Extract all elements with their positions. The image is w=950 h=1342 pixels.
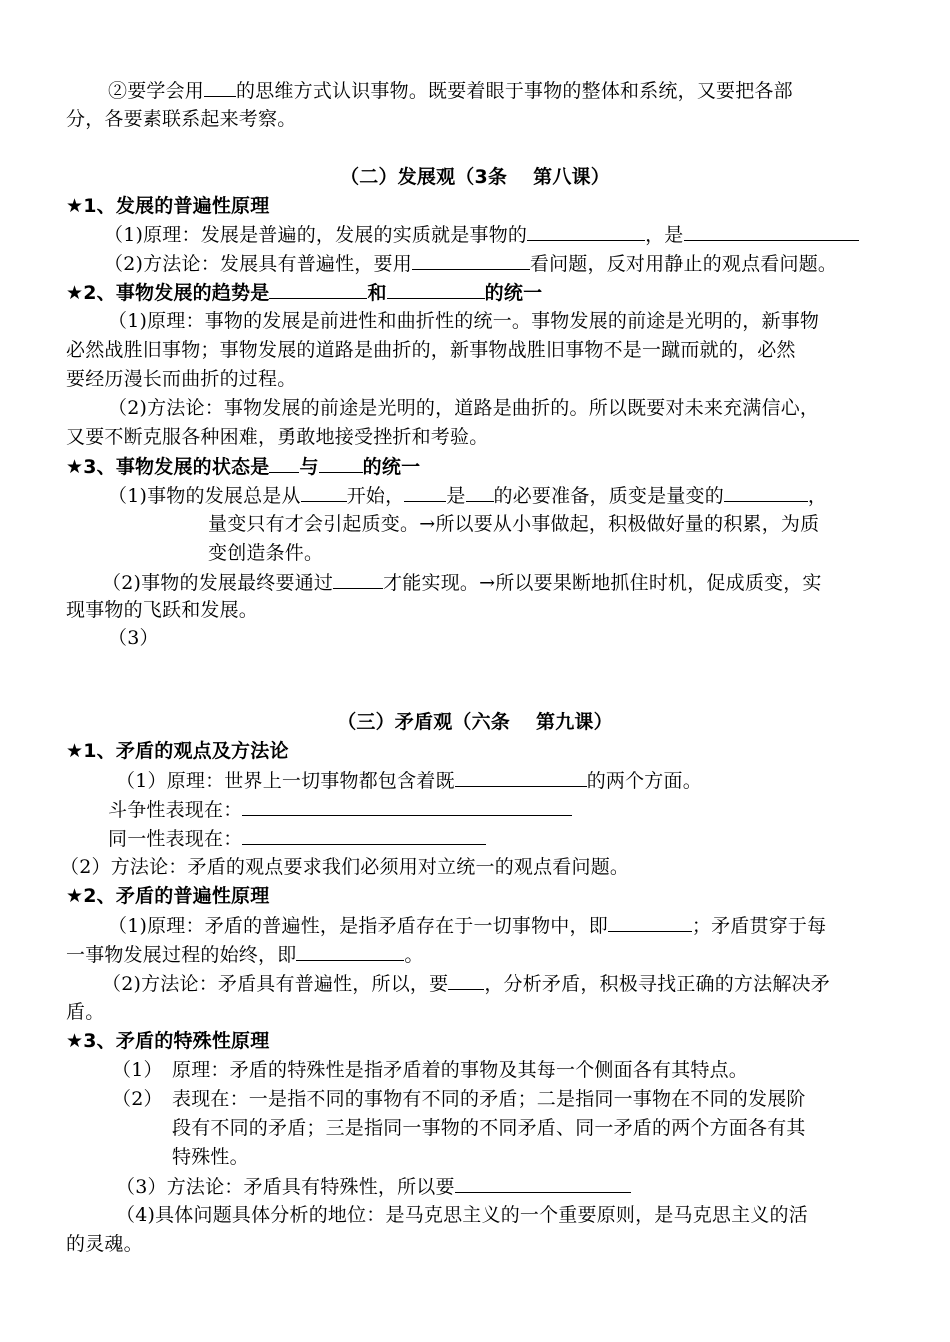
paragraph: 必然战胜旧事物；事物发展的道路是曲折的，新事物战胜旧事物不是一蹴而就的，必然 bbox=[66, 339, 796, 361]
fill-blank[interactable] bbox=[466, 483, 494, 502]
fill-blank[interactable] bbox=[527, 222, 645, 241]
paragraph: 特殊性。 bbox=[172, 1146, 249, 1168]
fill-blank[interactable] bbox=[455, 1174, 631, 1193]
text: 开始， bbox=[346, 485, 405, 507]
text: ，是 bbox=[645, 224, 684, 246]
text: （2)事物的发展最终要通过 bbox=[102, 572, 334, 594]
fill-blank[interactable] bbox=[448, 971, 484, 990]
text: ②要学会用 bbox=[108, 80, 205, 102]
fill-blank[interactable] bbox=[333, 570, 383, 589]
paragraph: 原理：矛盾的特殊性是指矛盾着的事物及其每一个侧面各有其特点。 bbox=[172, 1059, 749, 1081]
paragraph: 又要不断克服各种困难，勇敢地接受挫折和考验。 bbox=[66, 426, 489, 448]
text: ， bbox=[807, 485, 828, 507]
section-title-development: （二）发展观（3条 第八课） bbox=[340, 166, 610, 188]
fill-blank[interactable] bbox=[301, 483, 347, 502]
text: （1)事物的发展总是从 bbox=[108, 485, 301, 507]
text: ★3、事物发展的状态是 bbox=[66, 456, 270, 478]
paragraph bbox=[116, 1174, 631, 1199]
paragraph: 的灵魂。 bbox=[66, 1233, 143, 1255]
paragraph bbox=[102, 971, 830, 996]
heading-contradiction-view: ★1、矛盾的观点及方法论 bbox=[66, 740, 289, 762]
paragraph: （3） bbox=[108, 627, 159, 649]
text: （2)方法论：发展具有普遍性，要用 bbox=[104, 253, 412, 275]
fill-blank[interactable] bbox=[242, 797, 572, 816]
fill-blank[interactable] bbox=[684, 222, 859, 241]
fill-blank[interactable] bbox=[269, 280, 367, 299]
text: ；矛盾贯穿于每 bbox=[691, 915, 827, 937]
text: ★2、事物发展的趋势是 bbox=[66, 282, 270, 304]
paragraph bbox=[104, 222, 859, 247]
heading-contradiction-universality: ★2、矛盾的普遍性原理 bbox=[66, 885, 270, 907]
struggle-line bbox=[108, 797, 572, 822]
paragraph: 段有不同的矛盾；三是指同一事物的不同矛盾、同一矛盾的两个方面各有其 bbox=[172, 1117, 806, 1139]
paragraph bbox=[116, 768, 702, 793]
fill-blank[interactable] bbox=[242, 826, 486, 845]
section-title-contradiction: （三）矛盾观（六条 第九课） bbox=[337, 711, 613, 733]
text: 与 bbox=[299, 456, 319, 478]
list-number: （1） bbox=[112, 1059, 163, 1081]
text: 的思维方式认识事物。既要着眼于事物的整体和系统，又要把各部 bbox=[236, 80, 793, 102]
paragraph: （4)具体问题具体分析的地位：是马克思主义的一个重要原则，是马克思主义的活 bbox=[116, 1204, 808, 1226]
paragraph: 要经历漫长而曲折的过程。 bbox=[66, 368, 297, 390]
fill-blank[interactable] bbox=[204, 78, 236, 97]
fill-blank[interactable] bbox=[404, 483, 446, 502]
fill-blank[interactable] bbox=[412, 251, 530, 270]
text: （1)原理：矛盾的普遍性，是指矛盾存在于一切事物中，即 bbox=[108, 915, 608, 937]
paragraph: 变创造条件。 bbox=[208, 542, 324, 564]
text: 的两个方面。 bbox=[586, 770, 702, 792]
text: 是 bbox=[446, 485, 466, 507]
heading-development-state bbox=[66, 454, 420, 479]
text: 斗争性表现在： bbox=[108, 799, 243, 821]
fill-blank[interactable] bbox=[269, 454, 299, 473]
paragraph bbox=[102, 570, 822, 595]
text: 的统一 bbox=[362, 456, 421, 478]
paragraph: 表现在：一是指不同的事物有不同的矛盾；二是指同一事物在不同的发展阶 bbox=[172, 1088, 806, 1110]
text: 一事物发展过程的始终，即 bbox=[66, 944, 297, 966]
paragraph bbox=[108, 913, 826, 938]
paragraph: 量变只有才会引起质变。→所以要从小事做起，积极做好量的积累，为质 bbox=[208, 513, 820, 535]
text: ，分析矛盾，积极寻找正确的方法解决矛 bbox=[484, 973, 830, 995]
paragraph: （2）方法论：矛盾的观点要求我们必须用对立统一的观点看问题。 bbox=[60, 856, 630, 878]
heading-contradiction-particularity: ★3、矛盾的特殊性原理 bbox=[66, 1030, 270, 1052]
text: 的统一 bbox=[484, 282, 543, 304]
heading-development-trend bbox=[66, 280, 542, 305]
fill-blank[interactable] bbox=[319, 454, 363, 473]
text: （3）方法论：矛盾具有特殊性，所以要 bbox=[116, 1176, 455, 1198]
paragraph bbox=[66, 942, 424, 967]
paragraph bbox=[108, 483, 827, 508]
heading-development-universality: ★1、发展的普遍性原理 bbox=[66, 195, 270, 217]
intro-line-2: 分，各要素联系起来考察。 bbox=[66, 108, 297, 130]
paragraph: （1)原理：事物的发展是前进性和曲折性的统一。事物发展的前途是光明的，新事物 bbox=[108, 310, 820, 332]
text: 看问题，反对用静止的观点看问题。 bbox=[529, 253, 838, 275]
text: 才能实现。→所以要果断地抓住时机，促成质变，实 bbox=[383, 572, 822, 594]
paragraph: 现事物的飞跃和发展。 bbox=[66, 599, 259, 621]
identity-line bbox=[108, 826, 486, 851]
fill-blank[interactable] bbox=[608, 913, 692, 932]
fill-blank[interactable] bbox=[387, 280, 485, 299]
paragraph: （2)方法论：事物发展的前途是光明的，道路是曲折的。所以既要对未来充满信心， bbox=[108, 397, 820, 419]
text: 和 bbox=[367, 282, 387, 304]
fill-blank[interactable] bbox=[455, 768, 587, 787]
text: （2)方法论：矛盾具有普遍性，所以，要 bbox=[102, 973, 449, 995]
text: 同一性表现在： bbox=[108, 828, 243, 850]
paragraph bbox=[104, 251, 837, 276]
text: （1)原理：发展是普遍的，发展的实质就是事物的 bbox=[104, 224, 528, 246]
text: 的必要准备，质变是量变的 bbox=[493, 485, 724, 507]
list-number: （2） bbox=[112, 1088, 163, 1110]
paragraph: 盾。 bbox=[66, 1001, 105, 1023]
fill-blank[interactable] bbox=[296, 942, 404, 961]
intro-line-1 bbox=[108, 78, 793, 103]
text: 。 bbox=[404, 944, 424, 966]
fill-blank[interactable] bbox=[724, 483, 808, 502]
text: （1）原理：世界上一切事物都包含着既 bbox=[116, 770, 455, 792]
